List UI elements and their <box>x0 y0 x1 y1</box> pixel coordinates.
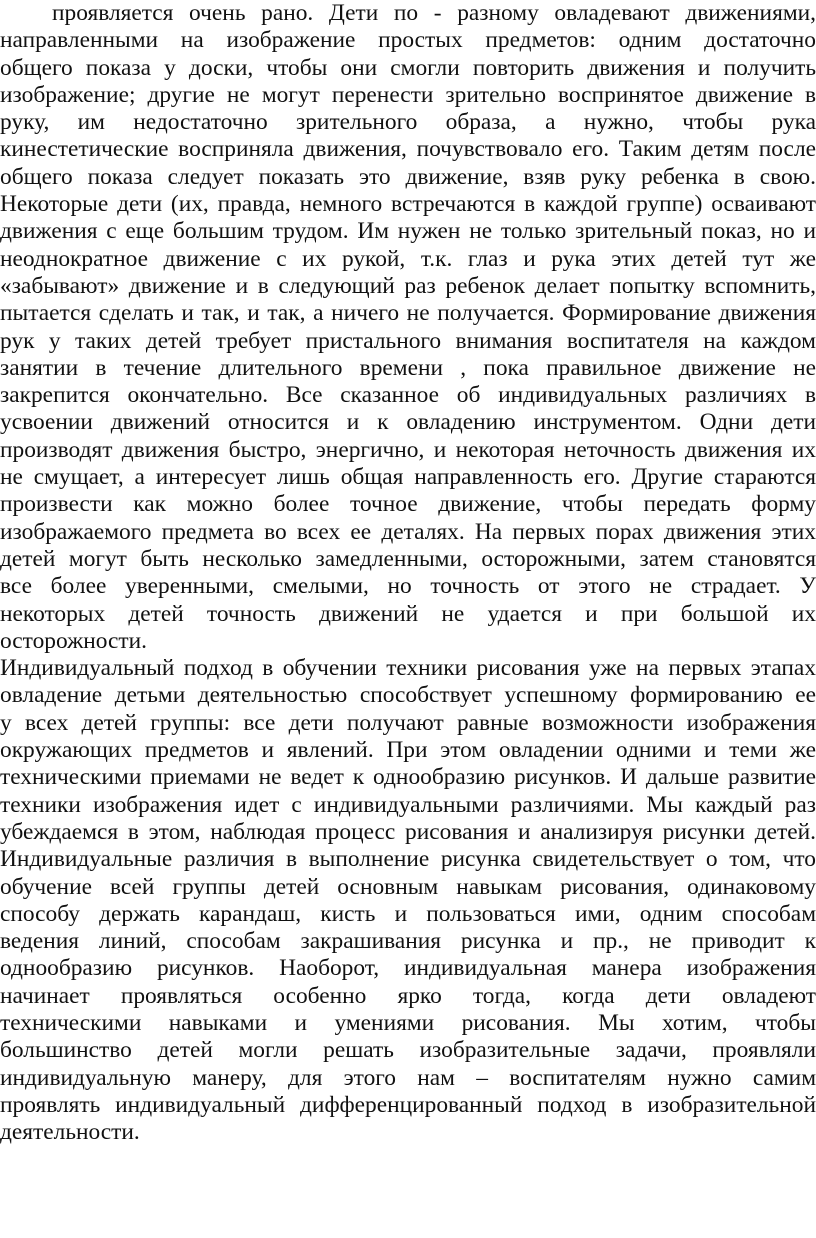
text-line: проявляется очень рано. Дети по - разному овладевают движениями, <box>52 0 816 26</box>
text-line: индивидуальную манеру, для этого нам – воспитателям нужно самим <box>0 1064 816 1091</box>
text-line: однообразию рисунков. Наоборот, индивидуальная манера изображения <box>0 955 816 982</box>
paragraph <box>0 655 816 1146</box>
text-line: руку, им недостаточно зрительного образа, а нужно, чтобы рука <box>0 109 816 136</box>
text-line: закрепится окончательно. Все сказанное об индивидуальных различиях в <box>0 382 816 409</box>
text-line: деятельности. <box>0 1119 140 1146</box>
text-line: у всех детей группы: все дети получают равные возможности изображения <box>0 709 816 736</box>
text-line: детей могут быть несколько замедленными, осторожными, затем становятся <box>0 545 816 572</box>
text-line: ведения линий, способам закрашивания рисунка и пр., не приводит к <box>0 928 816 955</box>
text-line: проявлять индивидуальный дифференцированный подход в изобразительной <box>0 1091 816 1118</box>
text-line: пытается сделать и так, и так, а ничего не получается. Формирование движения <box>0 300 816 327</box>
text-line: произвести как можно более точное движение, чтобы передать форму <box>0 491 816 518</box>
text-line: окружающих предметов и явлений. При этом овладении одними и теми же <box>0 737 816 764</box>
text-line: не смущает, а интересует лишь общая направленность его. Другие стараются <box>0 464 816 491</box>
text-line: рук у таких детей требует пристального внимания воспитателя на каждом <box>0 327 816 354</box>
text-line: «забывают» движение и в следующий раз ребенок делает попытку вспомнить, <box>0 272 816 299</box>
text-line: направленными на изображение простых предметов: одним достаточно <box>0 27 816 54</box>
text-line: изображение; другие не могут перенести зрительно воспринятое движение в <box>0 81 816 108</box>
text-line: овладение детьми деятельностью способствует успешному формированию ее <box>0 682 816 709</box>
text-line: Индивидуальные различия в выполнение рисунка свидетельствует о том, что <box>0 846 816 873</box>
text-line: техническими навыками и умениями рисования. Мы хотим, чтобы <box>0 1009 816 1036</box>
text-line: обучение всей группы детей основным навыкам рисования, одинаковому <box>0 873 816 900</box>
text-line: производят движения быстро, энергично, и некоторая неточность движения их <box>0 436 816 463</box>
text-line: Индивидуальный подход в обучении техники рисования уже на первых этапах <box>0 655 816 682</box>
text-line: изображаемого предмета во всех ее деталях. На первых порах движения этих <box>0 518 816 545</box>
text-line: начинает проявляться особенно ярко тогда, когда дети овладеют <box>0 982 816 1009</box>
text-line: кинестетические восприняла движения, почувствовало его. Таким детям после <box>0 136 816 163</box>
text-line: осторожности. <box>0 627 148 654</box>
text-line: большинство детей могли решать изобразительные задачи, проявляли <box>0 1037 816 1064</box>
text-line: Некоторые дети (их, правда, немного встречаются в каждой группе) осваивают <box>0 191 816 218</box>
text-line: способу держать карандаш, кисть и пользоваться ими, одним способам <box>0 900 816 927</box>
text-line: техническими приемами не ведет к однообразию рисунков. И дальше развитие <box>0 764 816 791</box>
text-line: техники изображения идет с индивидуальными различиями. Мы каждый раз <box>0 791 816 818</box>
text-line: усвоении движений относится и к овладению инструментом. Одни дети <box>0 409 816 436</box>
text-line: неоднократное движение с их рукой, т.к. глаз и рука этих детей тут же <box>0 245 816 272</box>
text-line: некоторых детей точность движений не удается и при большой их <box>0 600 816 627</box>
text-line: общего показа у доски, чтобы они смогли повторить движения и получить <box>0 54 816 81</box>
text-line: занятии в течение длительного времени , пока правильное движение не <box>0 354 816 381</box>
text-line: все более уверенными, смелыми, но точность от этого не страдает. У <box>0 573 816 600</box>
text-line: убеждаемся в этом, наблюдая процесс рисования и анализируя рисунки детей. <box>0 818 816 845</box>
text-line: общего показа следует показать это движение, взяв руку ребенка в свою. <box>0 163 816 190</box>
text-line: движения с еще большим трудом. Им нужен не только зрительный показ, но и <box>0 218 816 245</box>
